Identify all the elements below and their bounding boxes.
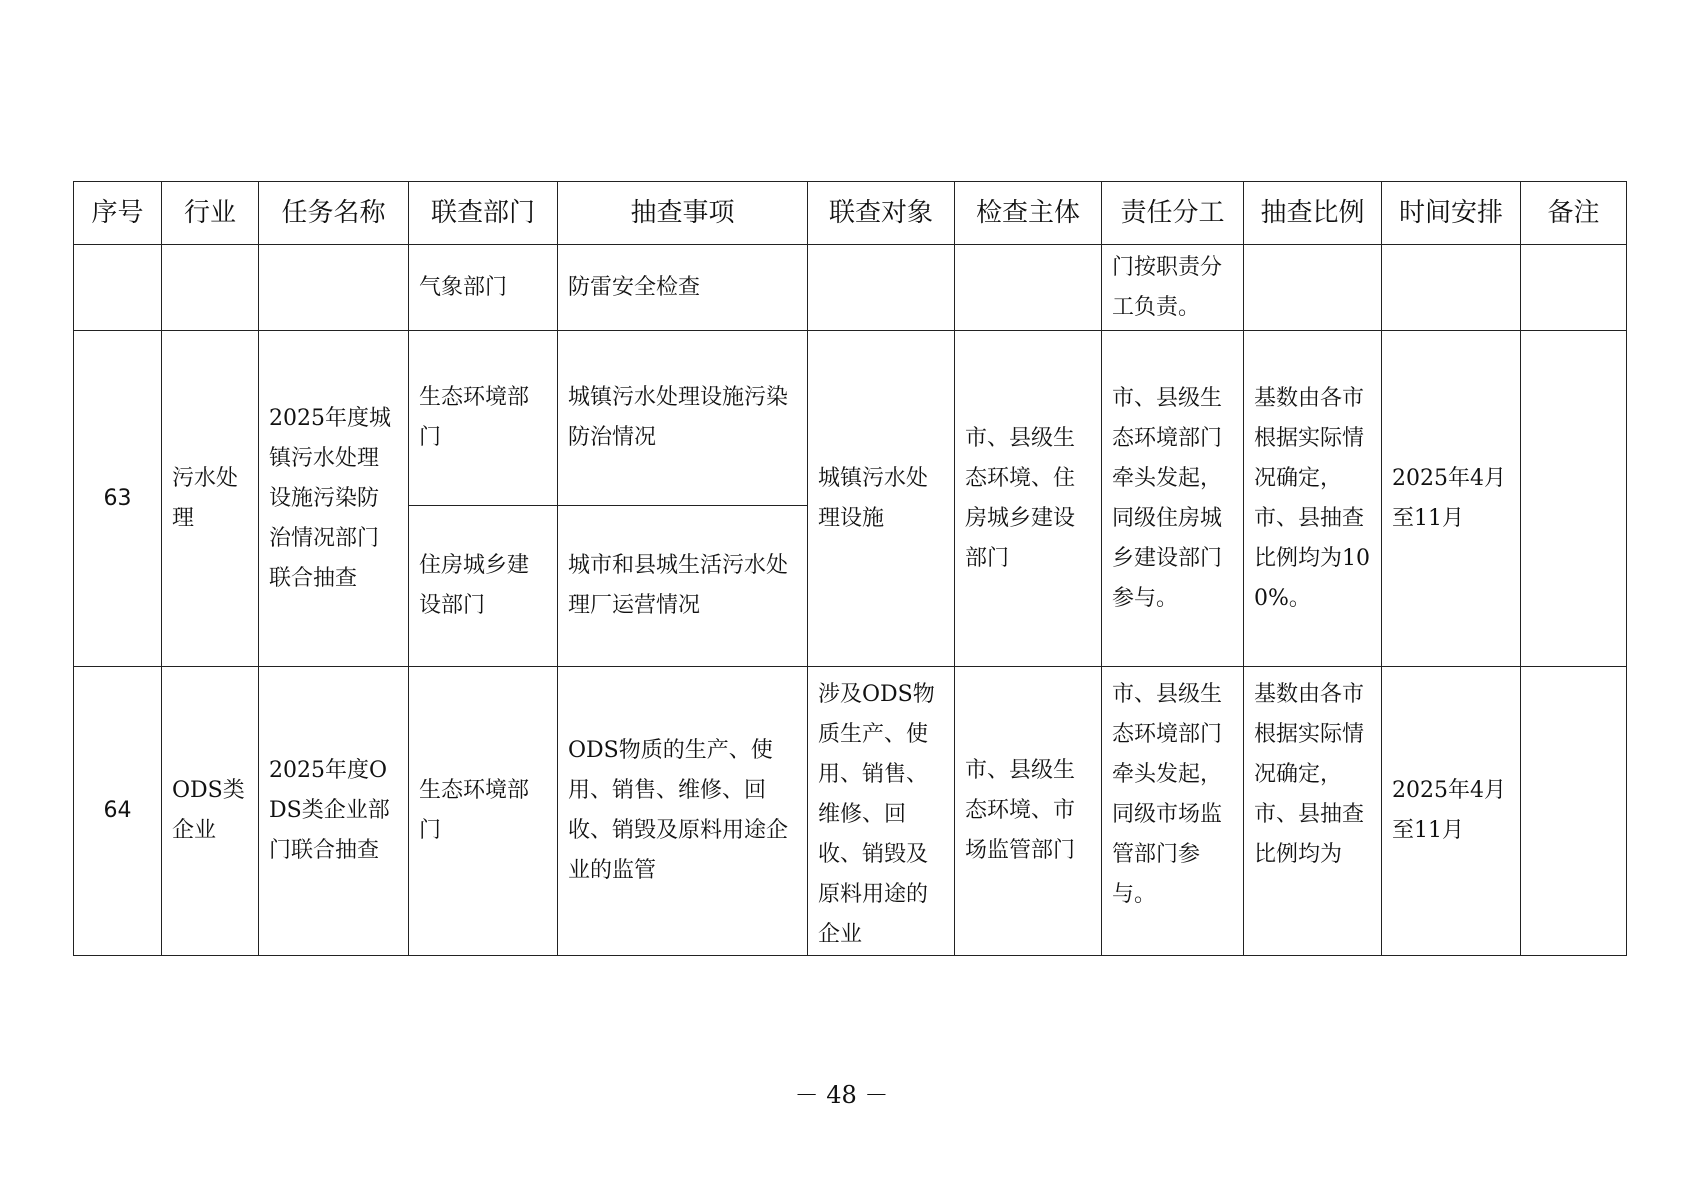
row63-ratio: 基数由各市根据实际情况确定，市、县抽查比例均为100%。 bbox=[1244, 331, 1382, 667]
cont-industry-cell bbox=[162, 245, 259, 331]
cont-subject-cell bbox=[955, 245, 1102, 331]
cont-item-cell: 防雷安全检查 bbox=[558, 245, 808, 331]
cont-note-cell bbox=[1521, 245, 1627, 331]
row64-industry: ODS类企业 bbox=[162, 667, 259, 956]
row64-time: 2025年4月至11月 bbox=[1382, 667, 1521, 956]
header-joint-dept: 联查部门 bbox=[409, 182, 558, 245]
table-row-64 bbox=[74, 667, 1627, 956]
cont-seq-cell bbox=[74, 245, 162, 331]
row63-note bbox=[1521, 331, 1627, 667]
row63-item1: 城镇污水处理设施污染防治情况 bbox=[558, 331, 808, 506]
row64-task: 2025年度ODS类企业部门联合抽查 bbox=[259, 667, 409, 956]
row63-dept2: 住房城乡建设部门 bbox=[409, 506, 558, 667]
header-time: 时间安排 bbox=[1382, 182, 1521, 245]
row64-duty: 市、县级生态环境部门牵头发起，同级市场监管部门参与。 bbox=[1102, 667, 1244, 956]
header-industry: 行业 bbox=[162, 182, 259, 245]
header-inspection-item: 抽查事项 bbox=[558, 182, 808, 245]
cont-ratio-cell bbox=[1244, 245, 1382, 331]
header-target: 联查对象 bbox=[808, 182, 955, 245]
cont-target-cell bbox=[808, 245, 955, 331]
header-ratio: 抽查比例 bbox=[1244, 182, 1382, 245]
row63-target: 城镇污水处理设施 bbox=[808, 331, 955, 667]
row64-item: ODS物质的生产、使用、销售、维修、回收、销毁及原料用途企业的监管 bbox=[558, 667, 808, 956]
inspection-table bbox=[73, 181, 1627, 956]
page-number: － 48 － bbox=[794, 1081, 889, 1109]
header-seq: 序号 bbox=[74, 182, 162, 245]
header-row bbox=[74, 182, 1627, 245]
header-note: 备注 bbox=[1521, 182, 1627, 245]
row63-item2: 城市和县城生活污水处理厂运营情况 bbox=[558, 506, 808, 667]
cont-dept-cell: 气象部门 bbox=[409, 245, 558, 331]
table-row-63a bbox=[74, 331, 1627, 506]
cont-duty-cell: 门按职责分工负责。 bbox=[1102, 245, 1244, 331]
row63-task: 2025年度城镇污水处理设施污染防治情况部门联合抽查 bbox=[259, 331, 409, 667]
row64-target: 涉及ODS物质生产、使用、销售、维修、回收、销毁及原料用途的企业 bbox=[808, 667, 955, 956]
cont-time-cell bbox=[1382, 245, 1521, 331]
row63-seq: 63 bbox=[74, 331, 162, 667]
row64-dept: 生态环境部门 bbox=[409, 667, 558, 956]
row64-subject: 市、县级生态环境、市场监管部门 bbox=[955, 667, 1102, 956]
row64-note bbox=[1521, 667, 1627, 956]
header-duty: 责任分工 bbox=[1102, 182, 1244, 245]
header-subject: 检查主体 bbox=[955, 182, 1102, 245]
continuation-row bbox=[74, 245, 1627, 331]
header-task-name: 任务名称 bbox=[259, 182, 409, 245]
cont-task-cell bbox=[259, 245, 409, 331]
row63-dept1: 生态环境部门 bbox=[409, 331, 558, 506]
row63-duty: 市、县级生态环境部门牵头发起，同级住房城乡建设部门参与。 bbox=[1102, 331, 1244, 667]
row63-time: 2025年4月至11月 bbox=[1382, 331, 1521, 667]
row63-subject: 市、县级生态环境、住房城乡建设部门 bbox=[955, 331, 1102, 667]
row64-ratio: 基数由各市根据实际情况确定，市、县抽查比例均为 bbox=[1244, 667, 1382, 956]
row63-industry: 污水处理 bbox=[162, 331, 259, 667]
row64-seq: 64 bbox=[74, 667, 162, 956]
